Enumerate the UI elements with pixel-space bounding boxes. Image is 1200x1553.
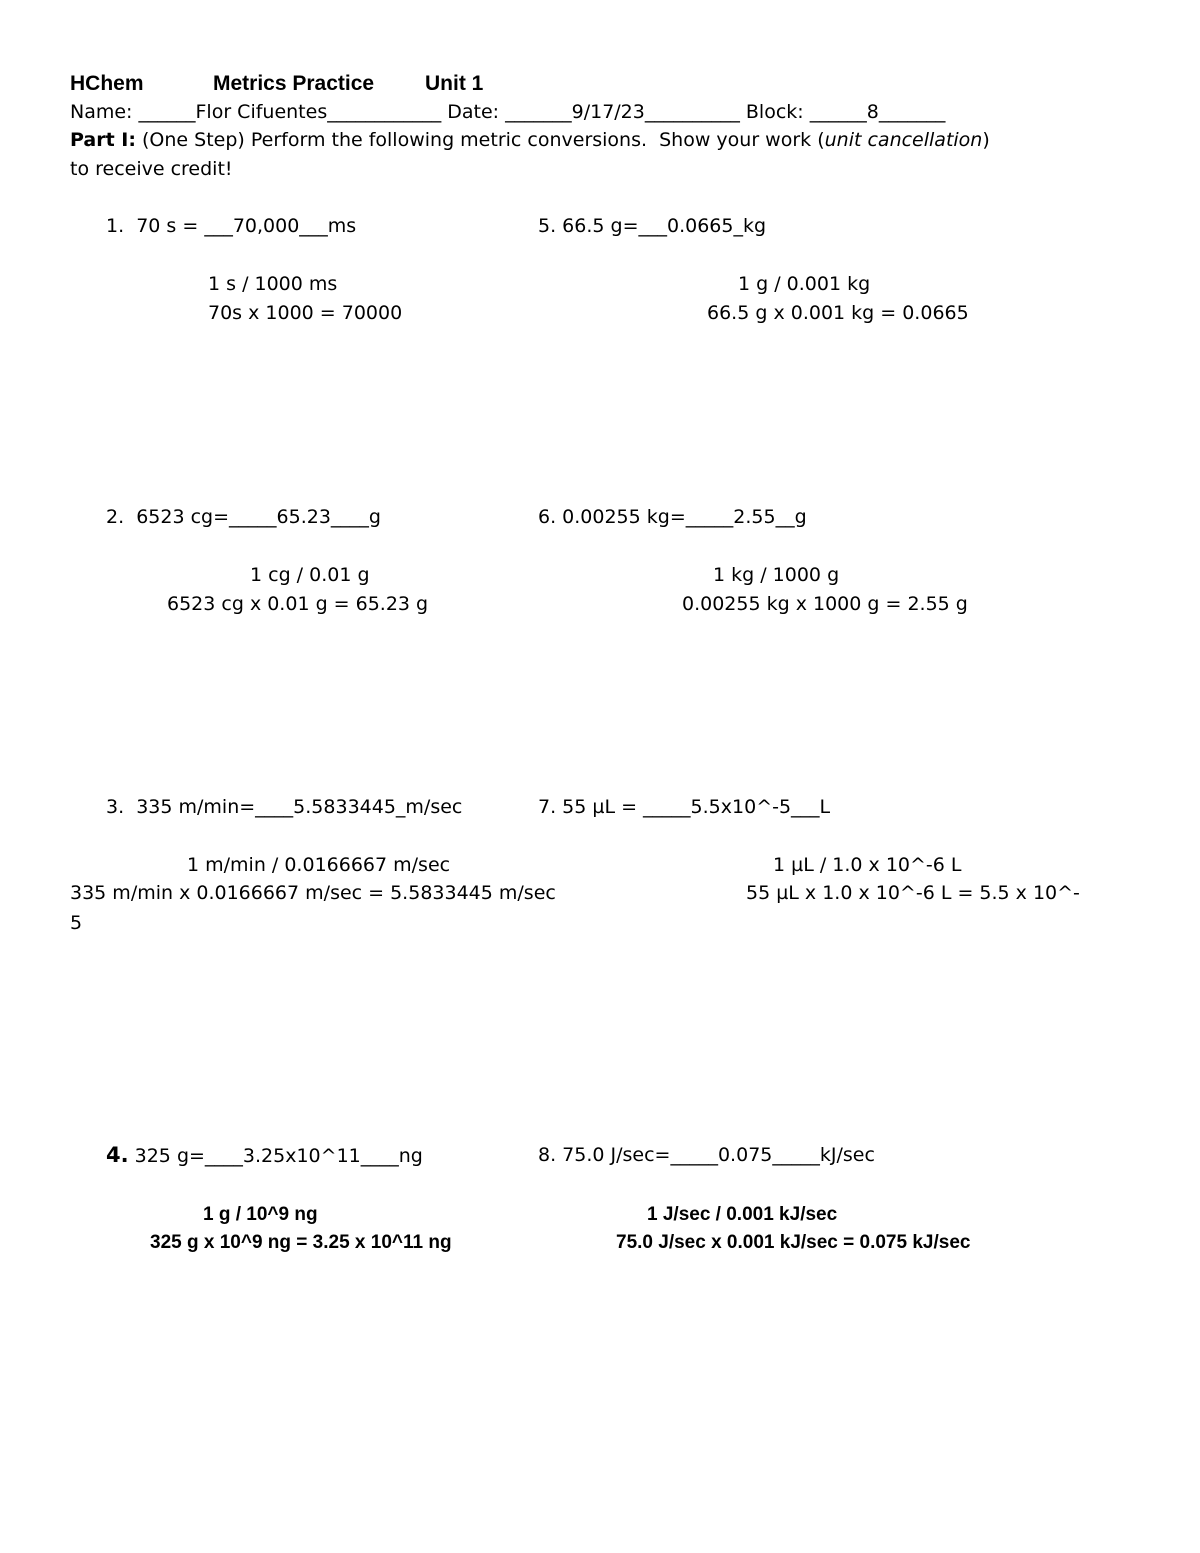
problem-7-question: 7. 55 µL = _____5.5x10^-5___L (538, 796, 831, 818)
problem-3-work-wrap: 5 (70, 912, 83, 934)
course-label: HChem (70, 72, 144, 95)
problem-1-work-factor: 1 s / 1000 ms (208, 273, 338, 295)
problem-7-work-factor: 1 µL / 1.0 x 10^-6 L (773, 854, 962, 876)
problem-6-work-factor: 1 kg / 1000 g (713, 564, 840, 586)
problem-3-question: 3. 335 m/min=____5.5833445_m/sec (106, 796, 463, 818)
problem-4-work-calc: 325 g x 10^9 ng = 3.25 x 10^11 ng (150, 1232, 452, 1253)
problem-8-work-factor: 1 J/sec / 0.001 kJ/sec (647, 1204, 838, 1225)
problem-6-question: 6. 0.00255 kg=_____2.55__g (538, 506, 807, 528)
problem-5-work-calc: 66.5 g x 0.001 kg = 0.0665 (707, 302, 969, 324)
problem-2-work-factor: 1 cg / 0.01 g (250, 564, 370, 586)
problem-4-text: 325 g=____3.25x10^11____ng (128, 1145, 423, 1167)
problem-8-question: 8. 75.0 J/sec=_____0.075_____kJ/sec (538, 1144, 875, 1166)
problem-2-question: 2. 6523 cg=_____65.23____g (106, 506, 381, 528)
problem-6-work-calc: 0.00255 kg x 1000 g = 2.55 g (682, 593, 968, 615)
unit-label: Unit 1 (425, 72, 484, 95)
name-date-block-line: Name: ______Flor Cifuentes____________ Date: _______9/17/23__________ Block: ______8_______ (70, 101, 946, 123)
problem-1-work-calc: 70s x 1000 = 70000 (208, 302, 403, 324)
problem-8-work-calc: 75.0 J/sec x 0.001 kJ/sec = 0.075 kJ/sec (616, 1232, 971, 1253)
problem-3-work-factor: 1 m/min / 0.0166667 m/sec (187, 854, 451, 876)
instructions-close: ) (982, 129, 990, 151)
problem-5-question: 5. 66.5 g=___0.0665_kg (538, 215, 767, 237)
worksheet-title: Metrics Practice (213, 72, 375, 95)
problem-7-work-calc: 55 µL x 1.0 x 10^-6 L = 5.5 x 10^- (746, 882, 1080, 904)
problem-4-question (106, 1143, 423, 1168)
instructions-line (70, 128, 990, 152)
instructions-line2: to receive credit! (70, 158, 233, 180)
part-label: Part I: (70, 129, 136, 151)
problem-1-question: 1. 70 s = ___70,000___ms (106, 215, 357, 237)
problem-4-number: 4. (106, 1143, 129, 1167)
instructions-italic: unit cancellation (824, 129, 983, 151)
problem-3-work-calc: 335 m/min x 0.0166667 m/sec = 5.5833445 m/sec (70, 882, 556, 904)
problem-2-work-calc: 6523 cg x 0.01 g = 65.23 g (167, 593, 429, 615)
instructions-text: (One Step) Perform the following metric conversions. Show your work ( (135, 129, 825, 151)
problem-4-work-factor: 1 g / 10^9 ng (203, 1204, 318, 1225)
problem-5-work-factor: 1 g / 0.001 kg (738, 273, 871, 295)
